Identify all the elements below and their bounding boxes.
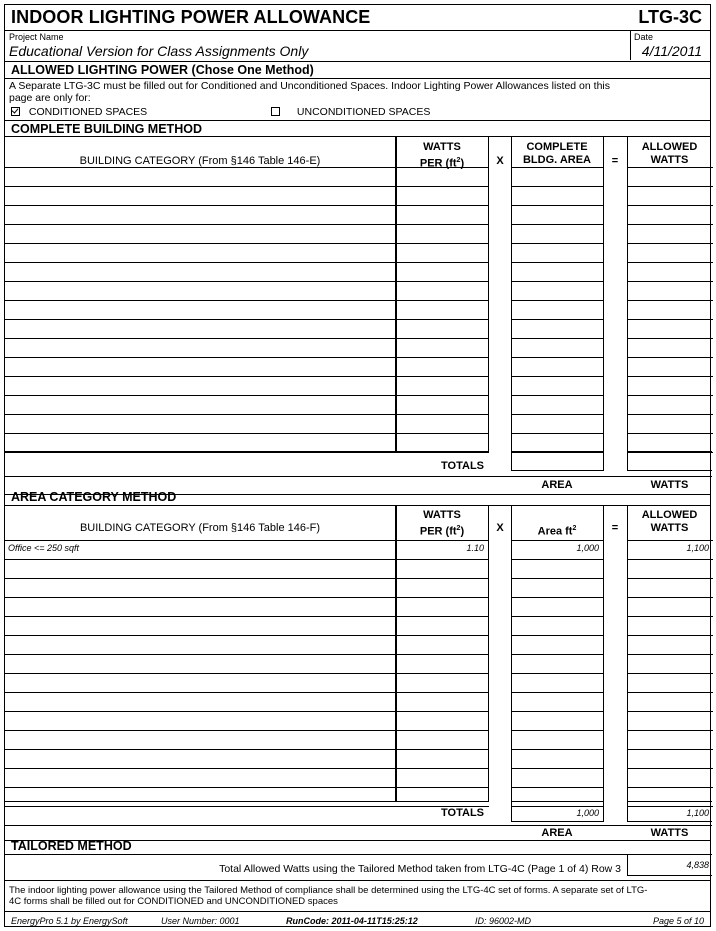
footer-software: EnergyPro 5.1 by EnergySoft xyxy=(11,916,128,926)
allowed-note-line2: page are only for: xyxy=(9,92,91,104)
date-label: Date xyxy=(634,32,654,42)
ac-total-cell xyxy=(511,802,604,822)
ac-col-category: BUILDING CATEGORY (From §146 Table 146-F) xyxy=(79,522,321,534)
conditioned-checkbox[interactable] xyxy=(11,107,20,116)
date-value[interactable]: 4/11/2011 xyxy=(641,43,702,59)
unconditioned-checkbox[interactable] xyxy=(271,107,280,116)
cb-totals-label: TOTALS xyxy=(441,460,484,472)
ac-row-watts-per-ft2[interactable]: 1.10 xyxy=(466,543,484,553)
cb-equals-sign: = xyxy=(611,155,619,167)
tailored-total-value: 4,838 xyxy=(686,860,709,870)
ac-row-area[interactable]: 1,000 xyxy=(576,543,599,553)
ac-times-sign: X xyxy=(496,522,504,534)
tailored-note-line1: The indoor lighting power allowance using the Tailored Method of compliance shall be determined using the LTG-4C set of forms. A separate set of LTG- xyxy=(9,885,648,896)
form-id: LTG-3C xyxy=(638,7,702,27)
ac-equals-sign: = xyxy=(611,522,619,534)
ac-col-allowed: ALLOWED xyxy=(641,509,698,521)
ac-area-label: AREA xyxy=(541,827,573,839)
cb-column xyxy=(511,136,604,452)
cb-watts-label: WATTS xyxy=(650,479,689,491)
tailored-total-label: Total Allowed Watts using the Tailored Method taken from LTG-4C (Page 1 of 4) Row 3 xyxy=(219,863,621,875)
unconditioned-label: UNCONDITIONED SPACES xyxy=(296,106,431,118)
cb-total-cell xyxy=(511,452,604,471)
cb-column xyxy=(396,136,489,452)
footer-user: User Number: 0001 xyxy=(161,916,240,926)
cb-times-sign: X xyxy=(496,155,504,167)
area-category-table: BUILDING CATEGORY (From §146 Table 146-F) WATTS PER $(ft^2)$ X Area $ft^2$ = ALLOWED WATTS TOTALS 1,000 1,100 AREA WATTS Office <= 250 sqft 1.10 1,000 1,100 xyxy=(5,505,712,843)
cb-col-allowed: ALLOWED xyxy=(641,141,698,153)
footer-id: ID: 96002-MD xyxy=(475,916,532,926)
footer-runcode: RunCode: 2011-04-11T15:25:12 xyxy=(286,916,418,926)
footer-page: Page 5 of 10 xyxy=(652,916,704,926)
allowed-note-line1: A Separate LTG-3C must be filled out for Conditioned and Unconditioned Spaces. Indoor Lighting Power Allowances listed on this xyxy=(9,80,610,92)
cb-col-watts: WATTS xyxy=(423,141,461,153)
conditioned-label: CONDITIONED SPACES xyxy=(28,106,148,118)
tailored-note-line2: 4C forms shall be filled out for CONDITIONED and UNCONDITIONED spaces xyxy=(9,896,338,907)
complete-building-table: BUILDING CATEGORY (From §146 Table 146-E) WATTS PER $(ft^2)$ X COMPLETE BLDG. AREA = ALLOWED WATTS TOTALS AREA WATTS xyxy=(5,136,712,494)
tailored-heading: TAILORED METHOD xyxy=(11,839,132,853)
cb-area-label: AREA xyxy=(541,479,573,491)
lighting-form xyxy=(4,4,711,927)
ac-col-area: Area ft xyxy=(537,525,573,538)
ac-col-watts: WATTS xyxy=(423,509,461,521)
ac-row-category[interactable]: Office <= 250 sqft xyxy=(8,543,80,553)
cb-column xyxy=(5,136,396,452)
ac-row-allowed-watts[interactable]: 1,100 xyxy=(686,543,709,553)
ac-total-cell xyxy=(627,802,712,822)
cb-col-area: COMPLETE xyxy=(526,141,588,153)
complete-building-heading: COMPLETE BUILDING METHOD xyxy=(11,122,202,136)
allowed-heading: ALLOWED LIGHTING POWER (Chose One Method) xyxy=(11,63,314,77)
ac-total-watts: 1,100 xyxy=(686,808,709,818)
ac-watts-label: WATTS xyxy=(650,827,689,839)
ac-totals-label: TOTALS xyxy=(441,807,484,819)
project-name-label: Project Name xyxy=(9,32,64,42)
cb-column xyxy=(627,136,712,452)
area-category-heading: AREA CATEGORY METHOD xyxy=(11,490,177,504)
project-name[interactable]: Educational Version for Class Assignments Only xyxy=(9,43,309,59)
ac-total-area: 1,000 xyxy=(576,808,599,818)
form-title: INDOOR LIGHTING POWER ALLOWANCE xyxy=(11,7,371,27)
cb-col-category: BUILDING CATEGORY (From §146 Table 146-E) xyxy=(79,155,321,167)
cb-total-cell xyxy=(627,452,712,471)
